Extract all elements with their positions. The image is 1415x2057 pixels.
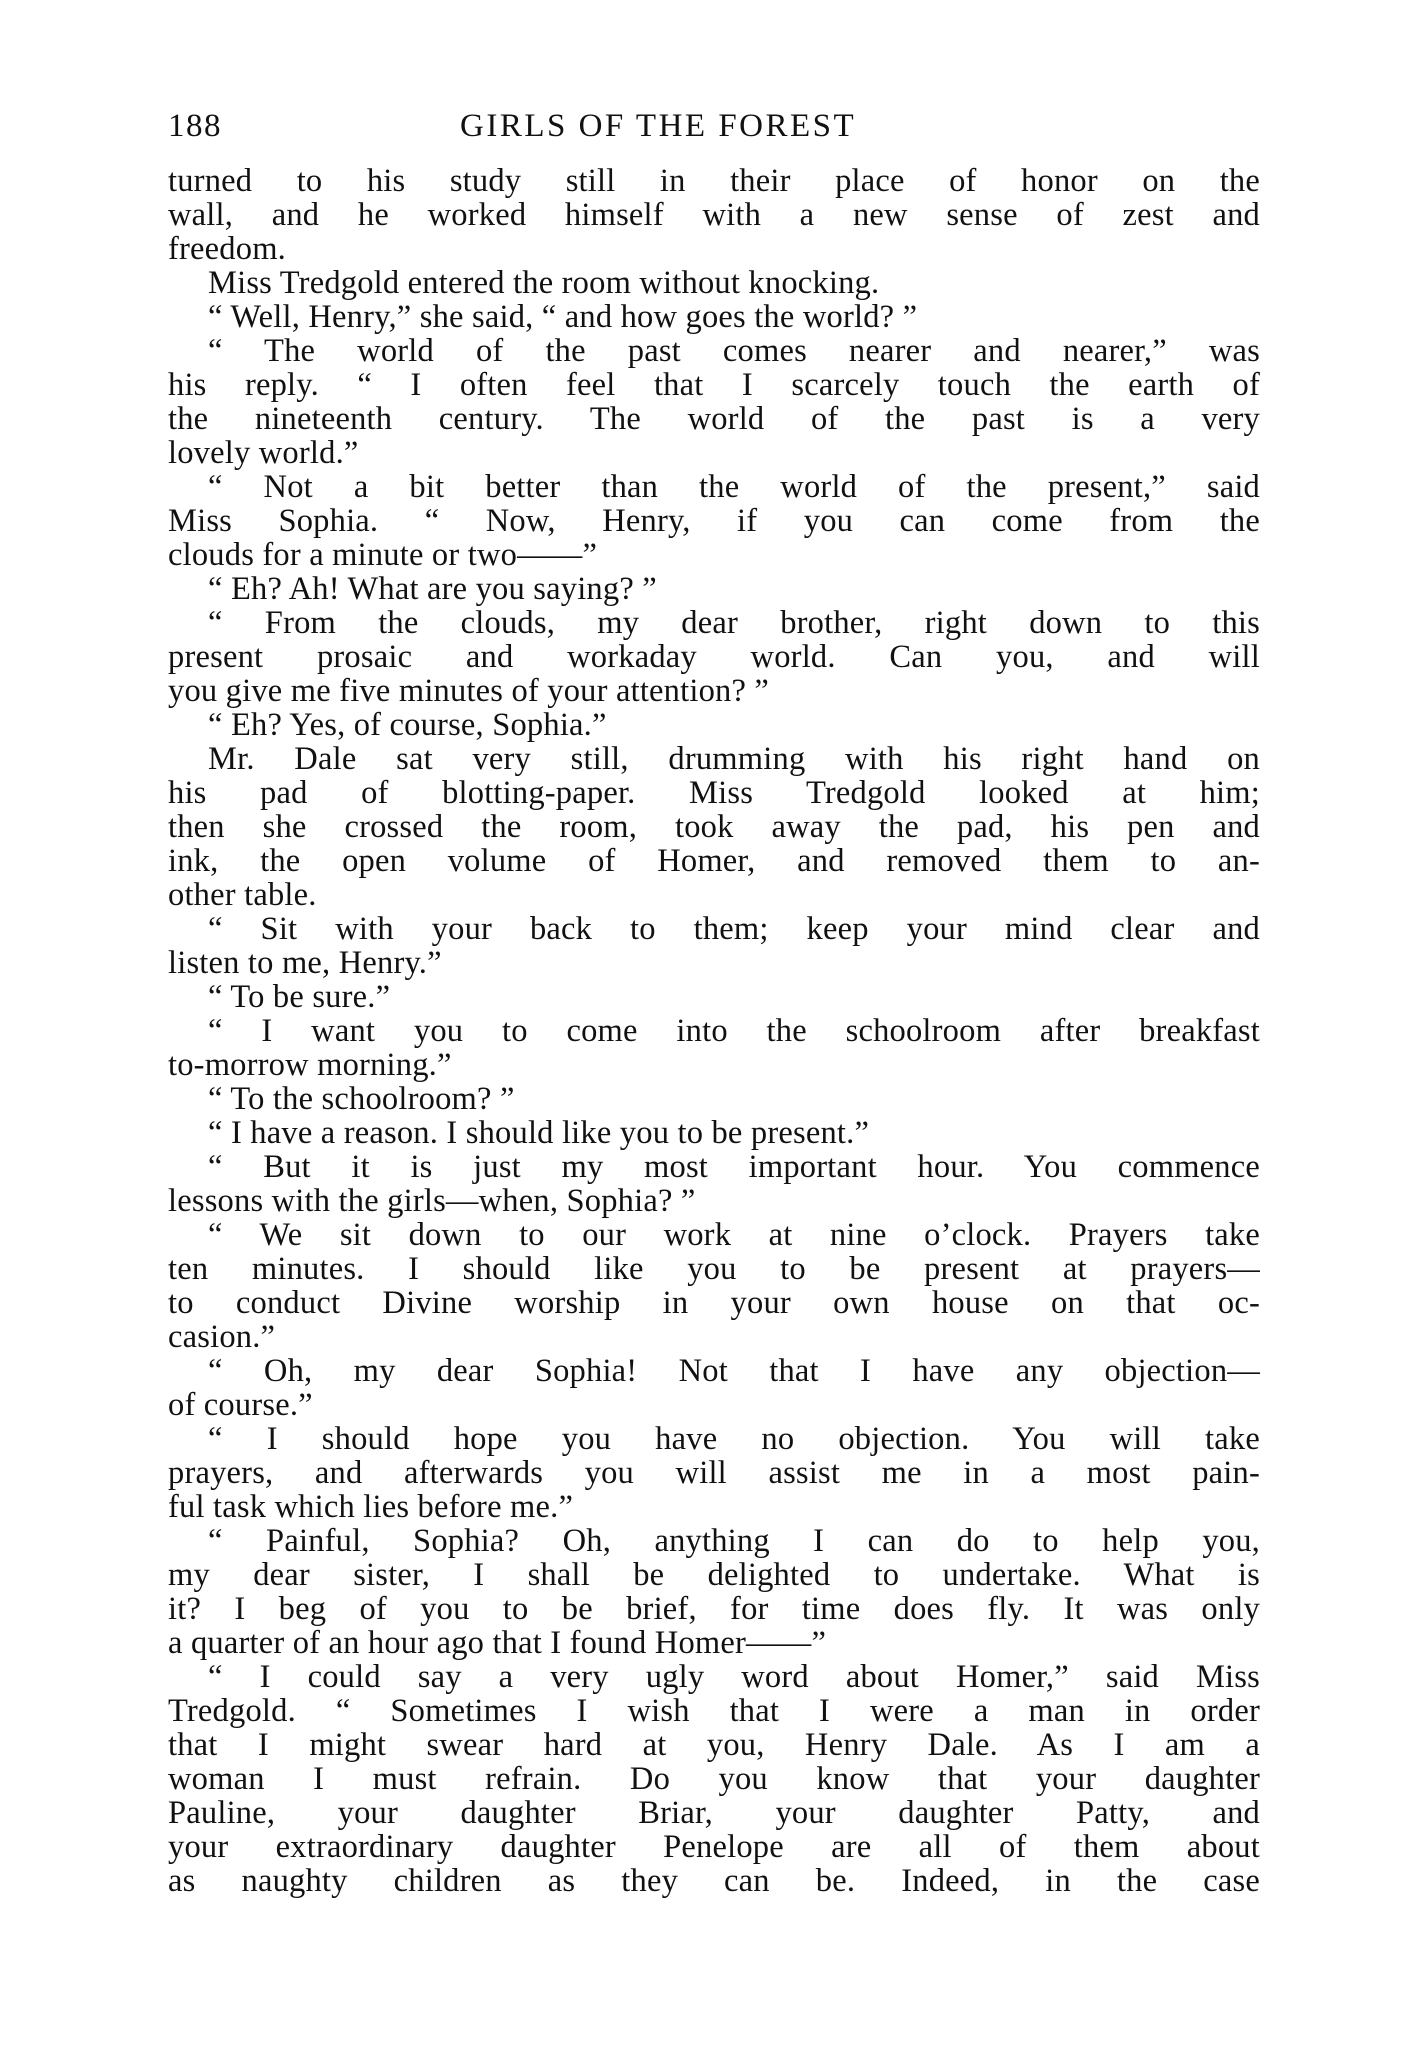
text-line: Miss Tredgold entered the room without knocking. xyxy=(208,265,880,301)
text-line: your extraordinary daughter Penelope are all of them about xyxy=(168,1829,1260,1865)
text-line: “ I want you to come into the schoolroom after breakfast xyxy=(208,1013,1260,1049)
running-title: GIRLS OF THE FOREST xyxy=(460,108,857,144)
text-line: of course.” xyxy=(168,1387,313,1423)
text-line: lovely world.” xyxy=(168,435,359,471)
text-line: “ We sit down to our work at nine o’clock. Prayers take xyxy=(208,1217,1260,1253)
text-line: a quarter of an hour ago that I found Homer——” xyxy=(168,1625,827,1661)
page-number: 188 xyxy=(168,108,222,144)
text-line: casion.” xyxy=(168,1319,276,1355)
text-line: then she crossed the room, took away the pad, his pen and xyxy=(168,809,1260,845)
body-text xyxy=(168,164,1260,1898)
text-line: ten minutes. I should like you to be present at prayers— xyxy=(168,1251,1260,1287)
text-line: wall, and he worked himself with a new sense of zest and xyxy=(168,197,1260,233)
text-line: woman I must refrain. Do you know that your daughter xyxy=(168,1761,1260,1797)
text-line: “ Eh? Yes, of course, Sophia.” xyxy=(208,707,607,743)
text-line: listen to me, Henry.” xyxy=(168,945,442,981)
text-line: prayers, and afterwards you will assist me in a most pain- xyxy=(168,1455,1260,1491)
text-line: my dear sister, I shall be delighted to undertake. What is xyxy=(168,1557,1260,1593)
text-line: Mr. Dale sat very still, drumming with his right hand on xyxy=(208,741,1260,777)
book-page xyxy=(168,108,1260,1898)
text-line: other table. xyxy=(168,877,317,913)
text-line: his reply. “ I often feel that I scarcely touch the earth of xyxy=(168,367,1260,403)
text-line: his pad of blotting-paper. Miss Tredgold looked at him; xyxy=(168,775,1260,811)
text-line: Miss Sophia. “ Now, Henry, if you can come from the xyxy=(168,503,1260,539)
text-line: “ But it is just my most important hour. You commence xyxy=(208,1149,1260,1185)
text-line: freedom. xyxy=(168,231,287,267)
text-line: lessons with the girls—when, Sophia? ” xyxy=(168,1183,696,1219)
text-line: it? I beg of you to be brief, for time does fly. It was only xyxy=(168,1591,1260,1627)
text-line: Pauline, your daughter Briar, your daughter Patty, and xyxy=(168,1795,1260,1831)
text-line: Tredgold. “ Sometimes I wish that I were a man in order xyxy=(168,1693,1260,1729)
text-line: turned to his study still in their place of honor on the xyxy=(168,163,1260,199)
text-line: clouds for a minute or two——” xyxy=(168,537,598,573)
text-line: “ Sit with your back to them; keep your mind clear and xyxy=(208,911,1260,947)
text-line: as naughty children as they can be. Indeed, in the case xyxy=(168,1863,1260,1899)
text-line: “ Eh? Ah! What are you saying? ” xyxy=(208,571,657,607)
text-line: present prosaic and workaday world. Can you, and will xyxy=(168,639,1260,675)
text-line: “ Well, Henry,” she said, “ and how goes the world? ” xyxy=(208,299,918,335)
text-line: “ Oh, my dear Sophia! Not that I have any objection— xyxy=(208,1353,1260,1389)
text-line: “ I have a reason. I should like you to be present.” xyxy=(208,1115,870,1151)
text-line: the nineteenth century. The world of the past is a very xyxy=(168,401,1260,437)
text-line: “ I should hope you have no objection. You will take xyxy=(208,1421,1260,1457)
text-line: “ Not a bit better than the world of the present,” said xyxy=(208,469,1260,505)
text-line: to-morrow morning.” xyxy=(168,1047,452,1083)
text-line: “ Painful, Sophia? Oh, anything I can do to help you, xyxy=(208,1523,1260,1559)
text-line: “ From the clouds, my dear brother, right down to this xyxy=(208,605,1260,641)
text-line: “ To be sure.” xyxy=(208,979,391,1015)
text-line: “ The world of the past comes nearer and nearer,” was xyxy=(208,333,1260,369)
text-line: ful task which lies before me.” xyxy=(168,1489,574,1525)
text-line: “ I could say a very ugly word about Homer,” said Miss xyxy=(208,1659,1260,1695)
text-line: ink, the open volume of Homer, and removed them to an- xyxy=(168,843,1260,879)
text-line: “ To the schoolroom? ” xyxy=(208,1081,515,1117)
page-header xyxy=(168,108,1260,164)
text-line: you give me five minutes of your attention? ” xyxy=(168,673,770,709)
text-line: that I might swear hard at you, Henry Dale. As I am a xyxy=(168,1727,1260,1763)
text-line: to conduct Divine worship in your own house on that oc- xyxy=(168,1285,1260,1321)
